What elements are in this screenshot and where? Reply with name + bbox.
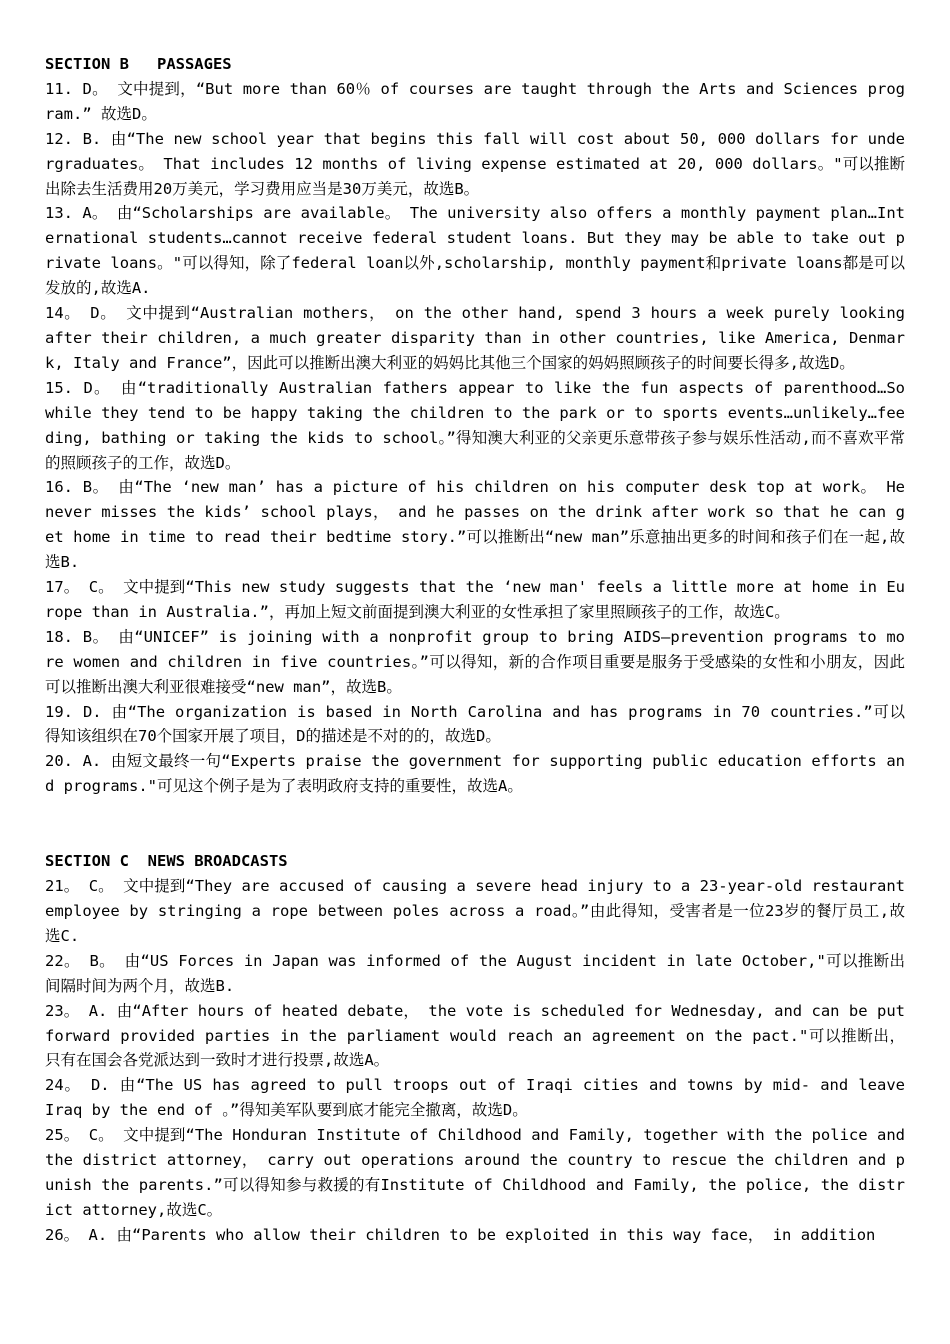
- answer-12: 12. B. 由“The new school year that begins this fall will cost about 50, 000 dollars for undergraduates。 That includes 12 months of living expense estimated at 20, 000 dollars。"可以推断出除去生活费用20万美元，学习费用应当是30万美元，故选B。: [45, 129, 905, 198]
- section-c-title: SECTION C NEWS BROADCASTS: [45, 852, 288, 871]
- answer-21: 21。 C。 文中提到“They are accused of causing a severe head injury to a 23-year-old restaurant employee by stringing a rope between poles across a road。”由此得知，受害者是一位23岁的餐厅员工,故选C.: [45, 877, 905, 945]
- answer-18: 18. B。 由“UNICEF” is joining with a nonprofit group to bring AIDS—prevention programs to more women and children in five countries。”可以得知，新的合作项目重要是服务于受感染的女性和小朋友，因此可以推断出澳大利亚很难接受“new man”，故选B。: [45, 627, 905, 696]
- section-c: [45, 849, 905, 1248]
- answer-23: 23。 A. 由“After hours of heated debate， the vote is scheduled for Wednesday, and can be put forward provided parties in the parliament would reach an agreement on the pact."可以推断出，只有在国会各党派达到一致时才进行投票,故选A。: [45, 1001, 905, 1070]
- answer-17: 17。 C。 文中提到“This new study suggests that the ‘new man' feels a little more at home in Europe than in Australia.”，再加上短文前面提到澳大利亚的女性承担了家里照顾孩子的工作，故选C。: [45, 578, 905, 621]
- answer-19: 19. D. 由“The organization is based in North Carolina and has programs in 70 countries.”可以得知该组织在70个国家开展了项目，D的描述是不对的的，故选D。: [45, 702, 905, 746]
- section-b-title: SECTION B PASSAGES: [45, 55, 232, 73]
- section-b: [45, 52, 905, 799]
- answer-22: 22。 B。 由“US Forces in Japan was informed of the August incident in late October,"可以推断出间隔时间为两个月，故选B.: [45, 951, 905, 995]
- answer-14: 14。 D。 文中提到“Australian mothers， on the other hand, spend 3 hours a week purely looking after their children, a much greater disparity than in other countries, like America, Denmark, Italy and France”，因此可以推断出澳大利亚的妈妈比其他三个国家的妈妈照顾孩子的时间要长得多,故选D。: [45, 304, 905, 372]
- answer-25: 25。 C。 文中提到“The Honduran Institute of Childhood and Family, together with the police and the district attorney， carry out operations around the country to rescue the children and punish the parents.”可以得知参与救援的有Institute of Childhood and Family, the police, the district attorney,故选C。: [45, 1126, 905, 1219]
- answer-15: 15. D。 由“traditionally Australian fathers appear to like the fun aspects of parenthood…So while they tend to be happy taking the children to the park or to sports events…unlikely…feeding, bathing or taking the kids to school。”得知澳大利亚的父亲更乐意带孩子参与娱乐性活动,而不喜欢平常的照顾孩子的工作，故选D。: [45, 378, 905, 472]
- answer-13: 13. A。 由“Scholarships are available。 The university also offers a monthly payment plan…International students…cannot receive federal student loans. But they may be able to take out private loans。"可以得知，除了federal loan以外,scholarship, monthly payment和private loans都是可以发放的,故选A.: [45, 204, 905, 298]
- section-gap: [45, 799, 905, 849]
- answer-26: 26。 A. 由“Parents who allow their children to be exploited in this way face， in addition: [45, 1225, 876, 1244]
- answer-20: 20. A. 由短文最终一句“Experts praise the government for supporting public education efforts and programs."可见这个例子是为了表明政府支持的重要性，故选A。: [45, 752, 905, 796]
- answer-16: 16. B。 由“The ‘new man’ has a picture of his children on his computer desk top at work。 He never misses the kids’ school plays， and he passes on the drink after work so that he can get home in time to read their bedtime story.”可以推断出“new man”乐意抽出更多的时间和孩子们在一起,故选B.: [45, 478, 905, 572]
- answer-24: 24。 D. 由“The US has agreed to pull troops out of Iraqi cities and towns by mid- and leave Iraq by the end of 。”得知美军队要到底才能完全撤离，故选D。: [45, 1076, 905, 1120]
- answer-11: 11. D。 文中提到，“But more than 60％ of courses are taught through the Arts and Sciences program.” 故选D。: [45, 79, 905, 123]
